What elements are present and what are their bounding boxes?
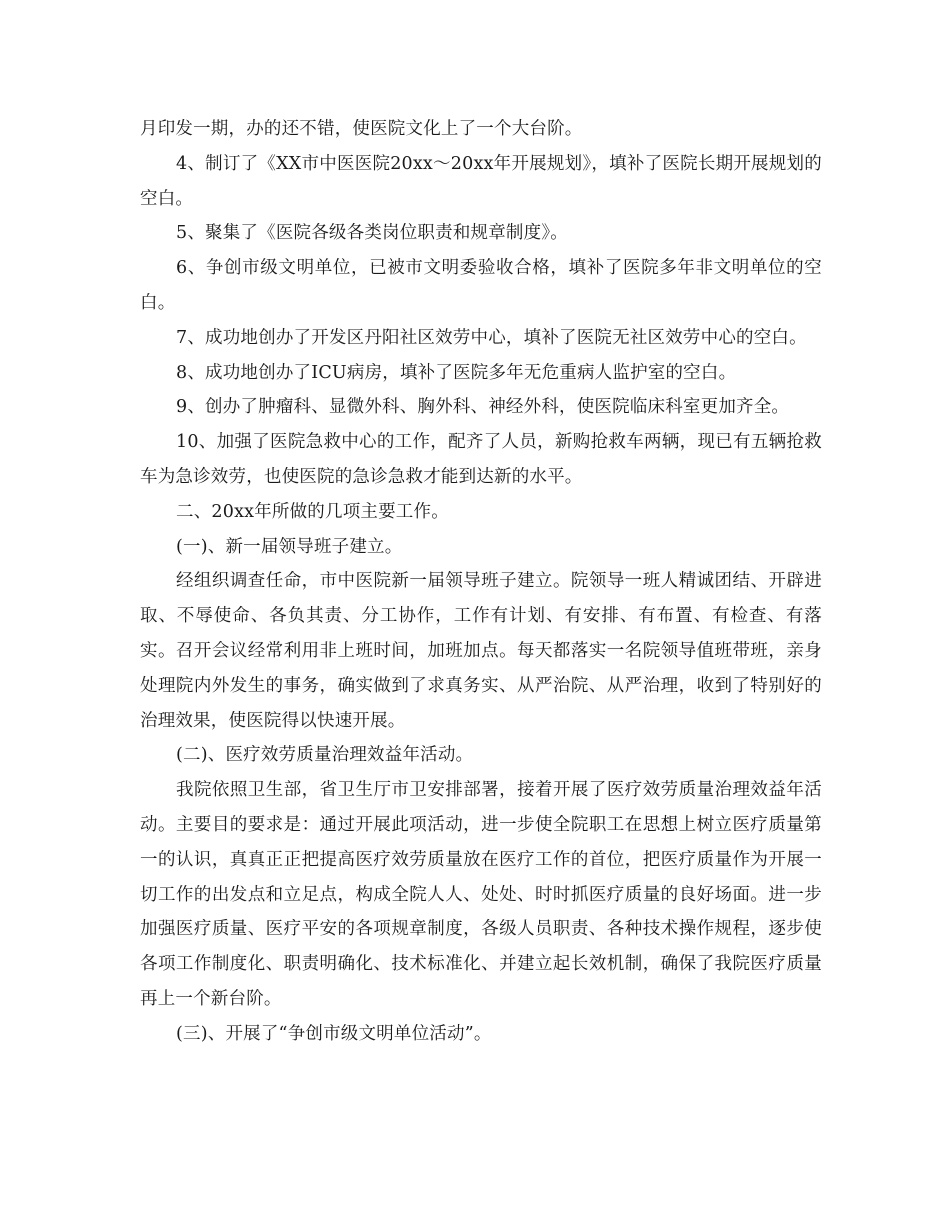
paragraph-13: 我院依照卫生部，省卫生厅市卫安排部署，接着开展了医疗效劳质量治理效益年活动。主要目的要求是：通过开展此项活动，进一步使全院职工在思想上树立医疗质量第一的认识，真真正正把提高医疗效劳质量放在医疗工作的首位，把医疗质量作为开展一切工作的出发点和立足点，构成全院人人、处处、时时抓医疗质量的良好场面。进一步加强医疗质量、医疗平安的各项规章制度，各级人员职责、各种技术操作规程，逐步使各项工作制度化、职责明确化、技术标准化、并建立起长效机制，确保了我院医疗质量再上一个新台阶。 [140, 780, 822, 1009]
paragraph-2: 4、制订了《XX市中医医院20xx～20xx年开展规划》，填补了医院长期开展规划的空白。 [140, 153, 822, 209]
paragraph-6: 8、成功地创办了ICU病房，填补了医院多年无危重病人监护室的空白。 [176, 362, 737, 383]
paragraph-8: 10、加强了医院急救中心的工作，配齐了人员，新购抢救车两辆，现已有五辆抢救车为急诊效劳，也使医院的急诊急救才能到达新的水平。 [140, 432, 822, 487]
paragraph-4: 6、争创市级文明单位，已被市文明委验收合格，填补了医院多年非文明单位的空白。 [140, 258, 822, 313]
paragraph-7: 9、创办了肿瘤科、显微外科、胸外科、神经外科，使医院临床科室更加齐全。 [176, 397, 790, 418]
paragraph-3: 5、聚集了《医院各级各类岗位职责和规章制度》。 [176, 223, 568, 244]
subheading-2: (二)、医疗效劳质量治理效益年活动。 [176, 745, 474, 766]
paragraph-1: 月印发一期，办的还不错，使医院文化上了一个大台阶。 [140, 119, 583, 139]
section-heading-2: 二、20xx年所做的几项主要工作。 [176, 501, 449, 522]
subheading-3: (三)、开展了“争创市级文明单位活动”。 [176, 1023, 492, 1044]
paragraph-11: 经组织调查任命，市中医院新一届领导班子建立。院领导一班人精诚团结、开辟进取、不辱使命、各负其责、分工协作，工作有计划、有安排、有布置、有检查、有落实。召开会议经常利用非上班时间，加班加点。每天都落实一名院领导值班带班，亲身处理院内外发生的事务，确实做到了求真务实、从严治院、从严治理，收到了特别好的治理效果，使医院得以快速开展。 [140, 571, 822, 731]
paragraph-5: 7、成功地创办了开发区丹阳社区效劳中心，填补了医院无社区效劳中心的空白。 [176, 327, 807, 348]
subheading-1: (一)、新一届领导班子建立。 [176, 536, 403, 557]
